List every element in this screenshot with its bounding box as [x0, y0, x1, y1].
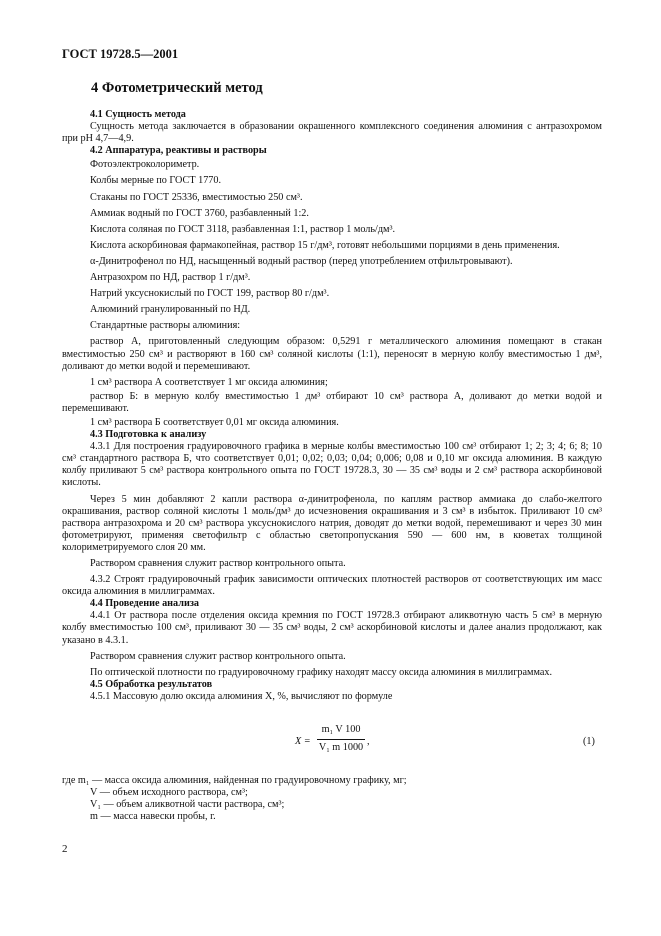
paragraph: 4.3.1 Для построения градуировочного графика в мерные колбы вместимостью 100 см³ отбирают 1; 2; 3; 4; 6; 8; 10 см³ стандартного раствора Б, что соответствует 0,01; 0,02; 0,03; 0,04; 0,006; 0,08 и 0,10 мг оксида алюминия. В каждую колбу приливают 5 см³ раствора контрольного опыта по ГОСТ 19728.3, 30 — 35 см³ воды и 2 см³ раствора аскорбиновой кислоты. — [62, 441, 602, 489]
formula-lhs: X = — [295, 736, 311, 747]
paragraph: Кислота соляная по ГОСТ 3118, разбавленная 1:1, раствор 1 моль/дм³. — [90, 223, 396, 235]
section-title: 4 Фотометрический метод — [91, 80, 263, 96]
paragraph: Натрий уксуснокислый по ГОСТ 199, раствор 80 г/дм³. — [90, 288, 330, 300]
paragraph: По оптической плотности по градуировочному графику находят массу оксида алюминия в миллиграммах. — [90, 666, 553, 678]
paragraph: Фотоэлектроколориметр. — [90, 159, 200, 171]
paragraph: Через 5 мин добавляют 2 капли раствора α-динитрофенола, по каплям раствор аммиака до слабо-желтого окрашивания, раствор соляной кислоты 1 моль/дм³ до исчезновения окрашивания и 3 см³ в избыток. Приливают 10 см³ раствора антразохрома и 20 см³ раствора уксуснокислого натрия, доводят до метки водой, перемешивают и через 30 мин фотометрируют, применяя светофильтр с областью светопропускания 590 — 600 нм, в кюветах толщиной колориметрируемого слоя 20 мм. — [62, 493, 602, 553]
paragraph: раствор А, приготовленный следующим образом: 0,5291 г металлического алюминия помещают в стакан вместимостью 250 см³ и растворяют в 160 см³ соляной кислоты (1:1), переносят в мерную колбу вместимостью 1 дм³, доливают до метки водой и перемешивают. — [62, 336, 602, 372]
paragraph: Стаканы по ГОСТ 25336, вместимостью 250 см³. — [90, 191, 303, 203]
formula-numerator: m₁ V 100 — [321, 724, 361, 735]
fraction-bar — [317, 739, 365, 740]
paragraph: Кислота аскорбиновая фармакопейная, раствор 15 г/дм³, готовят небольшими порциями в день применения. — [90, 239, 560, 251]
paragraph: 1 см³ раствора А соответствует 1 мг оксида алюминия; — [90, 376, 328, 388]
formula-1 — [295, 724, 595, 764]
paragraph: Аммиак водный по ГОСТ 3760, разбавленный 1:2. — [90, 207, 309, 219]
paragraph: 4.4.1 От раствора после отделения оксида кремния по ГОСТ 19728.3 отбирают аликвотную часть 5 см³ в мерную колбу вместимостью 100 см³, приливают 30 — 35 см³ воды, 2 см³ аскорбиновой кислоты и далее анализ продолжают, как указано в 4.3.1. — [62, 610, 602, 646]
legend-line: V — объем исходного раствора, см³; — [90, 787, 248, 798]
paragraph: Раствором сравнения служит раствор контрольного опыта. — [90, 650, 346, 662]
page-number: 2 — [62, 843, 68, 855]
paragraph: Раствором сравнения служит раствор контрольного опыта. — [90, 558, 346, 569]
legend-line: где m₁ — масса оксида алюминия, найденная по градуировочному графику, мг; — [62, 775, 407, 786]
paragraph: Стандартные растворы алюминия: — [90, 320, 241, 332]
paragraph: Алюминий гранулированный по НД. — [90, 304, 251, 316]
subsection-heading: 4.2 Аппаратура, реактивы и растворы — [90, 145, 267, 157]
paragraph: α-Динитрофенол по НД, насыщенный водный раствор (перед употреблением отфильтровывают). — [90, 255, 513, 267]
subsection-heading: 4.5 Обработка результатов — [90, 678, 213, 690]
document-header: ГОСТ 19728.5—2001 — [62, 47, 179, 61]
subsection-heading: 4.4 Проведение анализа — [90, 598, 200, 610]
formula-comma: , — [367, 736, 370, 747]
body-text — [62, 109, 602, 703]
paragraph: Сущность метода заключается в образовании окрашенного комплексного соединения алюминия с антразохромом при pH 4,7—4,9. — [62, 121, 602, 145]
formula-legend — [62, 775, 602, 823]
subsection-heading: 4.3 Подготовка к анализу — [90, 429, 207, 441]
formula-denominator: V₁ m 1000 — [318, 742, 364, 753]
legend-line: m — масса навески пробы, г. — [90, 811, 216, 822]
formula-number: (1) — [583, 736, 595, 747]
paragraph: Антразохром по НД, раствор 1 г/дм³. — [90, 272, 251, 284]
paragraph: 1 см³ раствора Б соответствует 0,01 мг оксида алюминия. — [90, 416, 339, 428]
paragraph: 4.3.2 Строят градуировочный график зависимости оптических плотностей растворов от соответствующих им масс оксида алюминия в миллиграммах. — [62, 574, 602, 598]
paragraph: 4.5.1 Массовую долю оксида алюминия X, %, вычисляют по формуле — [90, 690, 393, 702]
subsection-heading: 4.1 Сущность метода — [90, 109, 186, 120]
paragraph: раствор Б: в мерную колбу вместимостью 1 дм³ отбирают 10 см³ раствора А, доливают до метки водой и перемешивают. — [62, 390, 602, 414]
paragraph: Колбы мерные по ГОСТ 1770. — [90, 175, 222, 187]
legend-line: V₁ — объем аликвотной части раствора, см³; — [90, 799, 285, 810]
